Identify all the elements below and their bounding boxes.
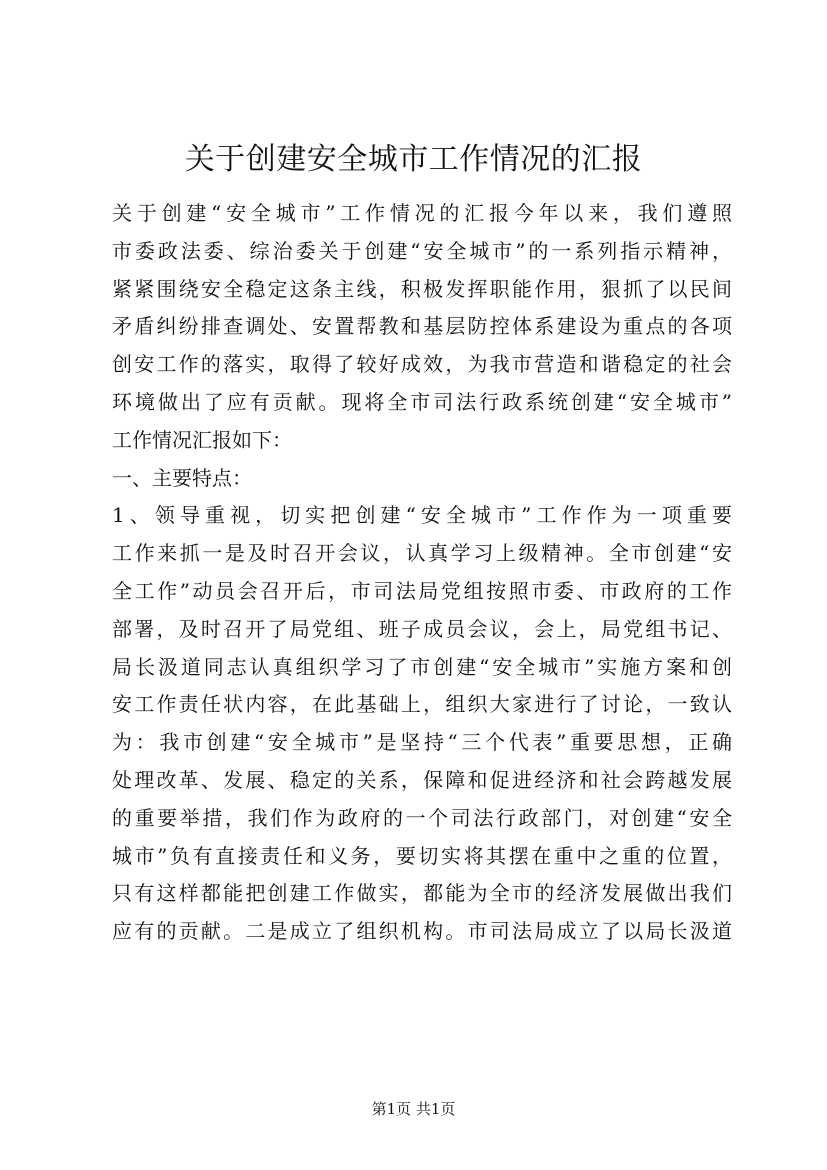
- body-line: 安工作责任状内容，在此基础上，组织大家进行了讨论，一致认: [112, 692, 732, 717]
- body-line: 紧紧围绕安全稳定这条主线，积极发挥职能作用，狠抓了以民间: [112, 276, 732, 301]
- body-line: 环境做出了应有贡献。现将全市司法行政系统创建“安全城市”: [112, 390, 732, 414]
- body-line: 应有的贡献。二是成立了组织机构。市司法局成立了以局长汲道: [112, 919, 732, 944]
- body-line: 只有这样都能把创建工作做实，都能为全市的经济发展做出我们: [112, 881, 732, 906]
- body-line: 1、领导重视，切实把创建“安全城市”工作作为一项重要: [112, 503, 732, 528]
- body-line: 为：我市创建“安全城市”是坚持“三个代表”重要思想，正确: [112, 730, 732, 755]
- body-line: 处理改革、发展、稳定的关系，保障和促进经济和社会跨越发展: [112, 768, 732, 792]
- document-title: 关于创建安全城市工作情况的汇报: [184, 142, 643, 177]
- body-line: 市委政法委、综治委关于创建“安全城市”的一系列指示精神，: [112, 238, 732, 263]
- body-line: 创安工作的落实，取得了较好成效，为我市营造和谐稳定的社会: [112, 352, 732, 377]
- body-line: 矛盾纠纷排查调处、安置帮教和基层防控体系建设为重点的各项: [112, 314, 732, 339]
- body-line: 局长汲道同志认真组织学习了市创建“安全城市”实施方案和创: [112, 654, 732, 679]
- page-footer: 第1页 共1页: [371, 1100, 456, 1118]
- body-line: 的重要举措，我们作为政府的一个司法行政部门，对创建“安全: [112, 805, 732, 830]
- body-line: 全工作”动员会召开后，市司法局党组按照市委、市政府的工作: [112, 579, 732, 603]
- body-line: 工作来抓一是及时召开会议，认真学习上级精神。全市创建“安: [112, 541, 732, 566]
- body-line: 部署，及时召开了局党组、班子成员会议，会上，局党组书记、: [112, 616, 732, 641]
- body-line: 工作情况汇报如下：: [112, 427, 292, 452]
- body-line: 一、主要特点：: [112, 465, 252, 490]
- body-line: 城市”负有直接责任和义务，要切实将其摆在重中之重的位置，: [112, 843, 732, 868]
- body-line: 关于创建“安全城市”工作情况的汇报今年以来，我们遵照: [112, 201, 732, 225]
